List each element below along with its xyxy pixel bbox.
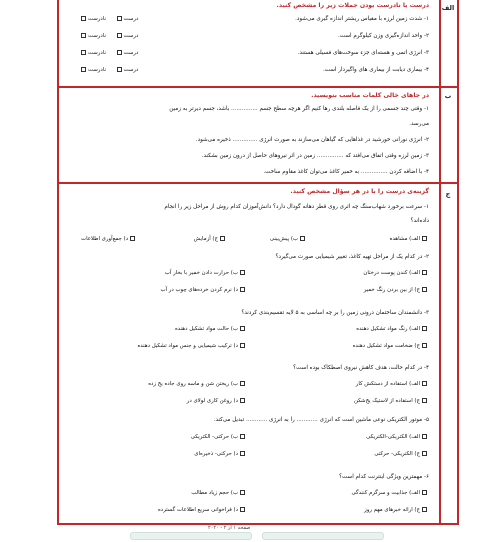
false-checkbox[interactable] xyxy=(81,67,86,72)
option-checkbox[interactable] xyxy=(130,236,135,241)
option[interactable]: الف) استفاده از دستکش کار xyxy=(356,381,429,387)
marker-column xyxy=(439,0,459,86)
option-checkbox[interactable] xyxy=(422,490,427,495)
option[interactable]: ب) ریختن شن و ماسه روی جاده یخ زده xyxy=(148,381,247,387)
statement: ۳- انرژی اتمی و هسته‌ای جزء سوخت‌های فسیلی هستند. xyxy=(297,50,429,56)
option-checkbox[interactable] xyxy=(422,434,427,439)
fill-sentence: می‌رسد. xyxy=(409,121,429,127)
question-text: ۳- دانشمندان ساختمان درونی زمین را بر چه اساسی به ۵ لایه تقسیم‌بندی کردند؟ xyxy=(241,310,429,316)
tf-choice-row xyxy=(79,50,138,56)
true-checkbox[interactable] xyxy=(117,50,122,55)
true-checkbox[interactable] xyxy=(117,16,122,21)
option-checkbox[interactable] xyxy=(422,236,427,241)
option-checkbox[interactable] xyxy=(240,343,245,348)
option-checkbox[interactable] xyxy=(240,451,245,456)
section-marker: الف xyxy=(441,4,455,12)
option-checkbox[interactable] xyxy=(422,398,427,403)
section-marker: ب xyxy=(444,92,452,100)
fill-sentence: ۴- با اضافه کردن ............... به خمیر کاغذ می‌توان کاغذ مقاوم ساخت. xyxy=(263,169,429,175)
tf-choice-row xyxy=(79,16,138,22)
option[interactable]: ب) پیش‌بینی xyxy=(270,236,307,242)
option[interactable]: ج) ارائه خبرهای مهم روز xyxy=(364,507,429,513)
option[interactable]: الف) جذابیت و سرگرم کنندگی xyxy=(352,490,429,496)
false-label: نادرست xyxy=(88,16,106,22)
false-label: نادرست xyxy=(88,67,106,73)
page-number: صفحه ۱ از ۲ - ۲۰۲۰ xyxy=(208,525,251,531)
false-checkbox[interactable] xyxy=(81,16,86,21)
option[interactable]: ج) الکتریکی- حرکتی xyxy=(374,451,429,457)
option[interactable]: الف) الکتریکی-الکتریکی xyxy=(366,434,429,440)
option-checkbox[interactable] xyxy=(240,490,245,495)
marker-column xyxy=(439,88,459,182)
option-checkbox[interactable] xyxy=(422,270,427,275)
tf-choice-row xyxy=(79,67,138,73)
option-checkbox[interactable] xyxy=(422,343,427,348)
true-checkbox[interactable] xyxy=(117,67,122,72)
option-checkbox[interactable] xyxy=(240,270,245,275)
option-checkbox[interactable] xyxy=(240,434,245,439)
option[interactable]: ب) حرارت دادن خمیر با بخار آب xyxy=(165,270,247,276)
false-checkbox[interactable] xyxy=(81,50,86,55)
section-multiple-choice xyxy=(59,184,457,525)
option-checkbox[interactable] xyxy=(300,236,305,241)
bottom-bar-left xyxy=(130,532,252,540)
option-checkbox[interactable] xyxy=(240,507,245,512)
option-checkbox[interactable] xyxy=(422,451,427,456)
option[interactable]: الف) رنگ مواد تشکیل دهنده xyxy=(356,326,429,332)
question-text: ۴- در کدام حالت، هدف کاهش نیروی اصطکاک بوده است؟ xyxy=(293,365,429,371)
section-title: درست یا نادرست بودن جملات زیر را مشخص کنید. xyxy=(276,2,429,9)
option[interactable]: د) ترکیب شیمیایی و جنس مواد تشکیل دهنده xyxy=(137,343,247,349)
fill-sentence: ۲- انرژی نورانی خورشید در غذاهایی که گیاهان می‌سازند به صورت انرژی .............. ذخیره می‌شود. xyxy=(195,137,429,143)
option-checkbox[interactable] xyxy=(240,381,245,386)
false-checkbox[interactable] xyxy=(81,33,86,38)
option[interactable]: د) نرم کردن خرده‌های چوب در آب xyxy=(160,287,247,293)
option[interactable]: د) جمع‌آوری اطلاعات xyxy=(81,236,137,242)
question-text: ۲- در کدام یک از مراحل تهیه کاغذ، تغییر شیمیایی صورت می‌گیرد؟ xyxy=(275,254,429,260)
statement: ۱- شدت زمین لرزه با مقیاس ریشتر اندازه گیری می‌شود. xyxy=(295,16,429,22)
option-checkbox[interactable] xyxy=(422,287,427,292)
question-text: ۱- سرعت برخورد شهاب‌سنگ چه اثری روی قطر دهانه گودال دارد؟ دانش‌آموزان کدام روش از مراحل زیر را انجام xyxy=(164,204,429,210)
true-label: درست xyxy=(123,50,139,56)
option[interactable]: ب) حالت مواد تشکیل دهنده xyxy=(175,326,247,332)
question-text: ۶- مهمترین ویژگی اینترنت کدام است؟ xyxy=(339,474,429,480)
section-title: گزینه‌ی درست را با در هر سؤال مشخص کنید. xyxy=(290,188,429,195)
question-text: ۵- موتور الکتریکی نوعی ماشین است که انرژی ............ را به انرژی ............ تبدیل می‌کند. xyxy=(213,417,429,423)
true-label: درست xyxy=(123,33,139,39)
option-checkbox[interactable] xyxy=(240,326,245,331)
option-checkbox[interactable] xyxy=(422,381,427,386)
option[interactable]: الف) مشاهده xyxy=(390,236,429,242)
option[interactable]: د) فراخوانی سریع اطلاعات گسترده xyxy=(158,507,247,513)
option[interactable]: الف) کندن پوست درختان xyxy=(363,270,429,276)
false-label: نادرست xyxy=(88,33,106,39)
statement: ۴- بیماری دیابت از بیماری های واگیردار است. xyxy=(322,67,429,73)
true-checkbox[interactable] xyxy=(117,33,122,38)
option-checkbox[interactable] xyxy=(422,507,427,512)
option[interactable]: ج) از بین بردن رنگ خمیر xyxy=(364,287,429,293)
true-label: درست xyxy=(123,16,139,22)
exam-sheet xyxy=(57,0,459,525)
bottom-bar-right xyxy=(262,532,384,540)
section-true-false xyxy=(59,0,457,88)
option[interactable]: ج) ضخامت مواد تشکیل دهنده xyxy=(353,343,429,349)
section-fill-blanks xyxy=(59,88,457,184)
fill-sentence: ۳- زمین لرزه وقتی اتفاق می‌افتد که ............... زمین در اثر نیروهای حاصل از درون زمین بشکند. xyxy=(201,153,429,159)
option-checkbox[interactable] xyxy=(422,326,427,331)
question-text: داده‌اند؟ xyxy=(410,218,429,224)
option[interactable]: د) حرکتی- ذخیره‌ای xyxy=(194,451,247,457)
option[interactable]: ب) حجم زیاد مطالب xyxy=(191,490,247,496)
tf-choice-row xyxy=(79,33,138,39)
section-title: در جاهای خالی کلمات مناسب بنویسید. xyxy=(311,92,429,99)
true-label: درست xyxy=(123,67,139,73)
option[interactable]: ج) آزمایش xyxy=(194,236,227,242)
option[interactable]: ج) استفاده از لاستیک یخ‌شکن xyxy=(354,398,429,404)
false-label: نادرست xyxy=(88,50,106,56)
fill-sentence: ۱- وقتی چند جسمی را از یک فاصله بلندی رها کنیم اگر هرچه سطح جسم ............... باشد، جسم دیرتر به زمین xyxy=(169,106,429,112)
option-checkbox[interactable] xyxy=(240,287,245,292)
option-checkbox[interactable] xyxy=(240,398,245,403)
option[interactable]: د) روغن کاری لولای در xyxy=(187,398,247,404)
marker-column xyxy=(439,184,459,523)
option-checkbox[interactable] xyxy=(220,236,225,241)
statement: ۲- واحد اندازه‌گیری وزن کیلوگرم است. xyxy=(338,33,429,39)
section-marker: ج xyxy=(445,190,451,198)
option[interactable]: ب) حرکتی- الکتریکی xyxy=(191,434,247,440)
